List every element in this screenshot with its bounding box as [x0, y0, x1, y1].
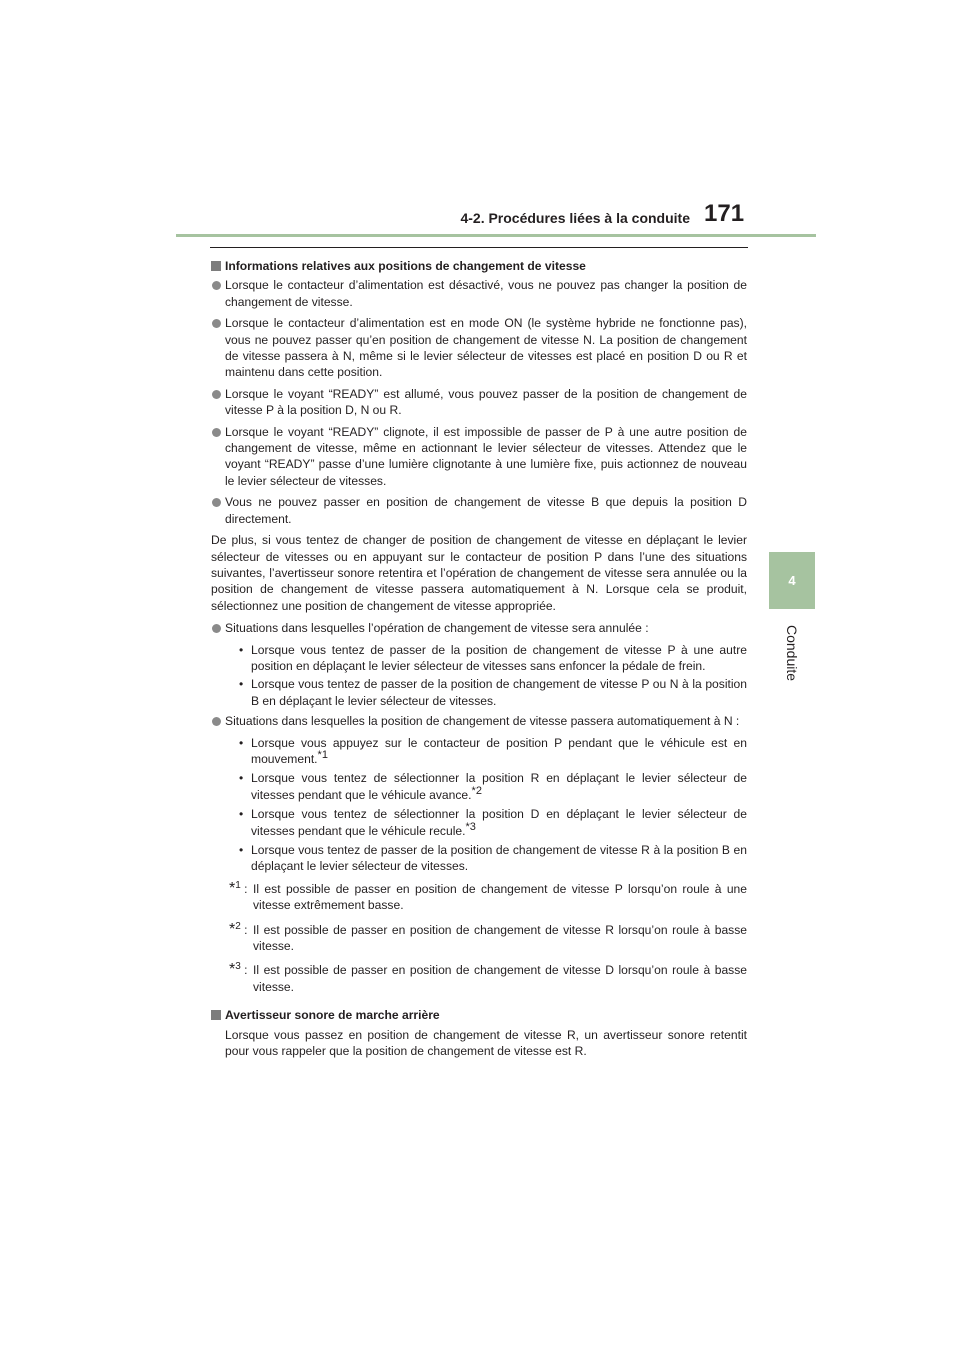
footnote	[211, 922, 747, 955]
bullet-dot-icon	[212, 717, 221, 726]
list-item	[211, 277, 747, 310]
paragraph: Lorsque vous passez en position de changement de vitesse R, un avertisseur sonore retentit pour vous rappeler que la position de changement de vitesse est R.	[225, 1027, 747, 1059]
sub-item-text: Lorsque vous tentez de passer de la position de changement de vitesse P ou N à la position B en déplaçant le levier sélecteur de vitesses.	[251, 677, 747, 708]
list-item-text: Lorsque le contacteur d’alimentation est désactivé, vous ne pouvez pas changer la position de changement de vitesse.	[225, 278, 747, 309]
middle-dot-icon: •	[239, 771, 244, 786]
list-item-text: Lorsque le contacteur d’alimentation est en mode ON (le système hybride ne fonctionne pas), vous ne pouvez passer qu’en position de changement de vitesse N. La position de changement de vitesse passera à N, même si le levier sélecteur de vitesses est placé en position D ou R et maintenu dans cette position.	[225, 316, 747, 380]
sub-item	[211, 770, 747, 804]
footnote	[211, 962, 747, 995]
bullet-dot-icon	[212, 428, 221, 437]
footnote-text: Il est possible de passer en position de changement de vitesse R lorsqu’on roule à basse vitesse.	[253, 922, 747, 954]
sub-item-text: Lorsque vous tentez de sélectionner la position D en déplaçant le levier sélecteur de vitesses pendant que le véhicule recule.	[251, 807, 747, 838]
chapter-label: Conduite	[784, 624, 800, 682]
chapter-number: 4	[788, 573, 796, 588]
list-item	[211, 386, 747, 419]
list-item	[211, 494, 747, 527]
footnote-mark: *$^2$ :	[229, 920, 248, 938]
list-item-text: Situations dans lesquelles la position de changement de vitesse passera automatiquement à N :	[225, 714, 740, 729]
middle-dot-icon: •	[239, 735, 244, 750]
header-rule	[176, 234, 816, 237]
section-title-shift-positions	[211, 258, 747, 274]
list-item-text: Situations dans lesquelles l’opération de changement de vitesse sera annulée :	[225, 621, 649, 636]
sub-item	[211, 806, 747, 840]
page-content	[211, 258, 747, 1065]
sub-item-text: Lorsque vous tentez de passer de la position de changement de vitesse P à une autre position en déplaçant le levier sélecteur de vitesses sans enfoncer la pédale de frein.	[251, 642, 747, 673]
sub-item-text: Lorsque vous tentez de sélectionner la position R en déplaçant le levier sélecteur de vitesses pendant que le véhicule avance.	[251, 771, 747, 802]
footnote-mark: *$^1$ :	[229, 879, 248, 897]
list-item-auto	[211, 713, 747, 729]
header-section-title: 4-2. Procédures liées à la conduite	[460, 210, 690, 226]
list-item-text: Vous ne pouvez passer en position de changement de vitesse B que depuis la position D directement.	[225, 495, 747, 526]
middle-dot-icon: •	[239, 677, 244, 692]
square-bullet-icon	[211, 1010, 221, 1020]
list-item-text: Lorsque le voyant “READY” clignote, il est impossible de passer de P à une autre position de changement de vitesse, même en actionnant le levier sélecteur de vitesses. Attendez que le voyant “READY” passe d’une lumière clignotante à une lumière fixe, puis actionnez de nouveau le levier sélecteur de vitesses.	[225, 424, 747, 488]
middle-dot-icon: •	[239, 843, 244, 857]
square-bullet-icon	[211, 261, 221, 271]
bullet-dot-icon	[212, 281, 221, 290]
footnote-ref: *2	[471, 784, 482, 797]
list-item	[211, 315, 747, 381]
footnote-mark: *$^3$ :	[229, 961, 248, 979]
list-item	[211, 424, 747, 490]
list-item-cancel	[211, 620, 747, 636]
section-title-text: Informations relatives aux positions de changement de vitesse	[225, 259, 586, 273]
page-number: 171	[704, 200, 745, 227]
content-rule	[210, 247, 748, 248]
middle-dot-icon: •	[239, 642, 244, 657]
paragraph: De plus, si vous tentez de changer de position de changement de vitesse en déplaçant le levier sélecteur de vitesses ou en appuyant sur le contacteur de position P dans l’une des situations suivantes, l’avertisseur sonore retentira et l’opération de changement de vitesse sera annulée ou la position de changement de vitesse passera automatiquement à N. Lorsque cela se produit, sélectionnez une position de changement de vitesse appropriée.	[211, 533, 747, 613]
sub-item	[211, 842, 747, 875]
footnote-ref: *1	[317, 748, 328, 761]
bullet-dot-icon	[212, 319, 221, 328]
footnote-text: Il est possible de passer en position de changement de vitesse D lorsqu’on roule à basse vitesse.	[253, 963, 747, 994]
sub-item-text: Lorsque vous tentez de passer de la position de changement de vitesse R à la position B en déplaçant le levier sélecteur de vitesses.	[251, 843, 747, 874]
sub-item	[211, 735, 747, 769]
sub-item-text: Lorsque vous appuyez sur le contacteur de position P pendant que le véhicule est en mouvement.	[251, 735, 747, 766]
section-title-text: Avertisseur sonore de marche arrière	[225, 1008, 440, 1023]
footnote-ref: *3	[465, 820, 476, 833]
footnote-text: Il est possible de passer en position de changement de vitesse P lorsqu’on roule à une vitesse extrêmement basse.	[253, 881, 747, 913]
sub-item	[211, 642, 747, 675]
bullet-dot-icon	[212, 624, 221, 633]
bullet-dot-icon	[212, 390, 221, 399]
section-title-reverse-buzzer	[211, 1007, 747, 1023]
list-item-text: Lorsque le voyant “READY” est allumé, vous pouvez passer de la position de changement de vitesse P à la position D, N ou R.	[225, 386, 747, 418]
bullet-dot-icon	[212, 498, 221, 507]
chapter-tab	[769, 552, 815, 609]
footnote	[211, 881, 747, 914]
sub-item	[211, 676, 747, 709]
middle-dot-icon: •	[239, 807, 244, 822]
